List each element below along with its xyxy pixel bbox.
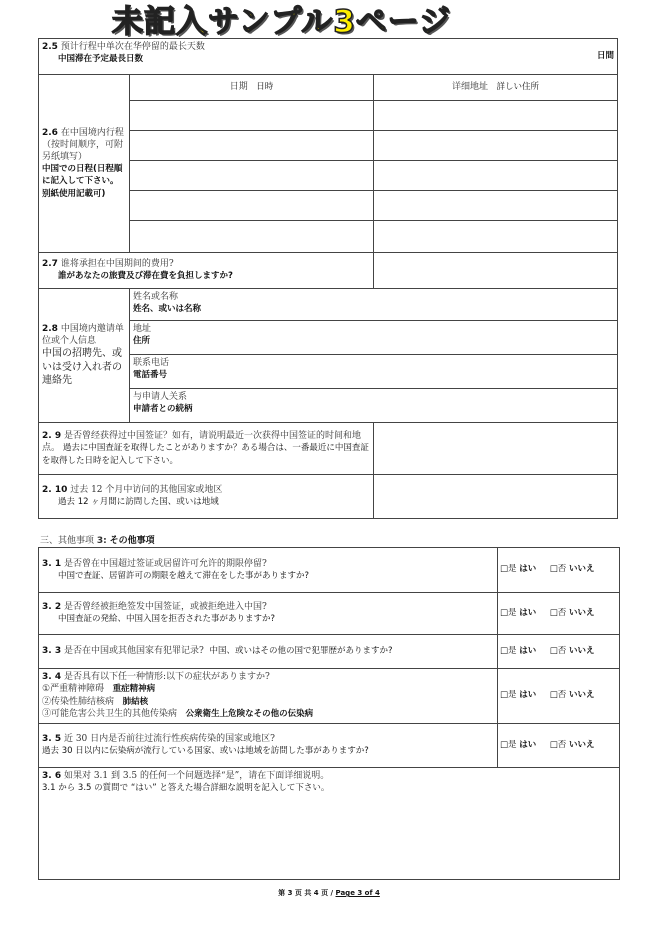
q2-6-date-field[interactable]: [130, 221, 374, 253]
q2-6-question-jp: 中国での日程(日程順に記入して下さい。别紙使用記載可): [42, 164, 123, 199]
section-2-table: [38, 38, 618, 519]
section-3-heading: [40, 535, 155, 547]
q2-10-question-jp: 過去 12 ヶ月間に訪問した国、或いは地域: [58, 497, 219, 508]
q3-4-yes-checkbox[interactable]: [500, 690, 536, 700]
q2-7-answer-field[interactable]: [374, 253, 618, 289]
q3-2-no-checkbox[interactable]: [550, 608, 595, 618]
q3-4-no-checkbox[interactable]: [550, 690, 595, 700]
q2-6-address-field[interactable]: [374, 161, 618, 191]
yes-label-cn: □是: [500, 645, 517, 656]
q2-6-label-cell: [39, 75, 130, 253]
q2-6-date-field[interactable]: [130, 131, 374, 161]
q2-8-label-cell: [39, 289, 130, 423]
q2-6-date-header: [130, 75, 374, 101]
q2-9-question-jp: 過去に中国査証を取得したことがありますか？ある場合は、一番最近に中国査証を取得した日時を記入して下さい。: [42, 443, 369, 466]
q3-3-question-jp: 中国、或いはその他の国で犯罪歴がありますか?: [209, 646, 393, 657]
q2-9-number: 2. 9: [42, 430, 62, 441]
q2-6-address-field[interactable]: [374, 101, 618, 131]
q2-10-cell: [39, 475, 374, 519]
q3-5-question-cn: 近 30 日内是否前往过流行性疾病传染的国家或地区?: [63, 734, 275, 745]
q3-4-number: 3. 4: [42, 672, 62, 683]
q3-4-item3-jp: 公衆衛生上危険なその他の伝染病: [185, 709, 314, 720]
q2-6-address-header-jp: 詳しい住所: [496, 82, 540, 93]
yes-label-cn: □是: [500, 690, 517, 701]
q2-6-date-header-cn: 日期: [229, 82, 248, 93]
q3-3-cell: [39, 635, 498, 669]
q2-6-date-field[interactable]: [130, 101, 374, 131]
q2-5-question-jp: 中国滞在予定最長日数: [58, 54, 144, 65]
section-3-heading-cn: 三、其他事项: [40, 536, 95, 546]
q2-9-answer-field[interactable]: [374, 423, 618, 475]
q3-3-yes-checkbox[interactable]: [500, 646, 536, 656]
q3-1-question-cn: 是否曾在中国超过签证或居留许可允许的期限停留?: [63, 558, 267, 569]
q3-2-number: 3. 2: [42, 602, 62, 613]
q3-4-question: 是否具有以下任一种情形:以下の症状がありますか?: [63, 672, 270, 683]
q3-3-no-checkbox[interactable]: [550, 646, 595, 656]
yes-label-jp: はい: [519, 690, 537, 701]
q2-10-question-cn: 过去 12 个月中访问的其他国家或地区: [70, 485, 223, 496]
q3-4-item1-jp: 重症精神病: [112, 684, 156, 695]
q2-8-name-label-jp: 姓名、或いは名称: [133, 304, 202, 315]
q2-10-number: 2. 10: [42, 485, 68, 496]
q3-2-yes-checkbox[interactable]: [500, 608, 536, 618]
no-label-jp: いいえ: [569, 690, 595, 701]
q3-5-yes-no: [498, 724, 620, 768]
q2-9-cell: [39, 423, 374, 475]
q3-5-cell: [39, 724, 498, 768]
q2-8-address-label-jp: 住所: [133, 336, 151, 347]
q3-4-item3-cn: ③可能危害公共卫生的其他传染病: [42, 709, 178, 720]
q2-8-relation-field[interactable]: [130, 389, 618, 423]
q3-5-question-jp: 過去 30 日以内に伝染病が流行している国家、或いは地域を訪問した事がありますか?: [42, 746, 369, 757]
q2-7-number: 2.7: [42, 259, 58, 270]
q2-9-question-cn: 是否曾经获得过中国签证？如有，请说明最近一次获得中国签证的时间和地点。: [42, 430, 361, 454]
q3-1-question-jp: 中国で査証、居留許可の期限を越えて滞在をした事がありますか?: [58, 570, 310, 581]
q2-8-address-label-cn: 地址: [133, 324, 152, 334]
section-3-heading-jp: その他事項: [109, 536, 155, 546]
sample-banner-title: 未記入サンプル3ページ: [112, 4, 452, 40]
q3-1-yes-no: [498, 548, 620, 593]
no-label-cn: □否: [549, 739, 567, 750]
no-label-cn: □否: [549, 690, 567, 701]
q2-6-address-field[interactable]: [374, 131, 618, 161]
q3-5-yes-checkbox[interactable]: [500, 740, 536, 750]
q3-2-question-cn: 是否曾经被拒绝签发中国签证，或被拒绝进入中国?: [63, 602, 267, 613]
q2-6-date-field[interactable]: [130, 161, 374, 191]
q2-8-question-cn: 中国境内邀请单位或个人信息: [42, 324, 124, 347]
q3-4-item1-cn: ①严重精神障碍: [42, 684, 105, 695]
q2-5-unit: 日間: [596, 50, 614, 61]
no-label-jp: いいえ: [569, 607, 595, 618]
q3-4-item2-jp: 肺結核: [122, 696, 149, 707]
q3-1-number: 3. 1: [42, 558, 62, 569]
q3-3-number: 3. 3: [42, 646, 62, 657]
no-label-cn: □否: [549, 607, 567, 618]
yes-label-cn: □是: [500, 607, 517, 618]
q2-5-answer-field[interactable]: [374, 39, 618, 75]
q3-6-number: 3. 6: [42, 771, 62, 781]
footer-page-cn: 第 3 页 共 4 页: [278, 889, 329, 897]
q2-6-number: 2.6: [42, 127, 58, 138]
q3-4-cell: [39, 669, 498, 724]
q3-3-question-cn: 是否在中国或其他国家有犯罪记录?: [63, 646, 204, 657]
q2-8-question-jp: 中国の招聘先、或いは受け入れ者の連絡先: [42, 348, 122, 387]
section-3-heading-num: 3:: [96, 536, 107, 546]
q3-4-yes-no: [498, 669, 620, 724]
q3-5-number: 3. 5: [42, 734, 62, 745]
q2-8-number: 2.8: [42, 324, 58, 335]
yes-label-jp: はい: [519, 607, 537, 618]
q3-3-yes-no: [498, 635, 620, 669]
q2-8-address-field[interactable]: [130, 321, 618, 355]
q2-8-phone-label-jp: 電話番号: [133, 370, 168, 381]
q3-4-item2-cn: ②传染性肺结核病: [42, 696, 115, 707]
q2-7-cell: [39, 253, 374, 289]
no-label-jp: いいえ: [569, 645, 595, 656]
section-3-table: [38, 547, 620, 880]
q2-7-question-jp: 誰があなたの旅費及び滞在費を負担しますか?: [58, 271, 233, 282]
q3-2-yes-no: [498, 593, 620, 635]
q3-6-question-cn: 如果对 3.1 到 3.5 的任何一个问题选择“是”，请在下面详细说明。: [63, 771, 330, 781]
yes-label-jp: はい: [519, 645, 537, 656]
q3-6-details-field[interactable]: [39, 768, 620, 880]
q2-6-address-header-cn: 详细地址: [451, 82, 488, 93]
q2-10-answer-field[interactable]: [374, 475, 618, 519]
q2-8-name-label-cn: 姓名或名称: [133, 292, 179, 302]
q3-1-no-checkbox[interactable]: [550, 564, 595, 574]
q3-2-question-jp: 中国査証の発給、中国入国を拒否された事がありますか?: [58, 614, 276, 625]
q2-5-question-cn: 预计行程中单次在华停留的最长天数: [60, 42, 205, 52]
yes-label-cn: □是: [500, 564, 517, 575]
q2-6-address-field[interactable]: [374, 191, 618, 221]
no-label-cn: □否: [549, 564, 567, 575]
footer-separator: /: [330, 889, 334, 897]
q2-6-question-cn: 在中国境内行程（按时间顺序，可附另纸填写）: [42, 127, 124, 162]
q2-5-number: 2.5: [42, 42, 58, 52]
yes-label-jp: はい: [519, 739, 537, 750]
yes-label-jp: はい: [519, 564, 537, 575]
q2-5-cell: [39, 39, 374, 75]
q3-1-cell: [39, 548, 498, 593]
q2-6-date-field[interactable]: [130, 191, 374, 221]
q3-1-yes-checkbox[interactable]: [500, 564, 536, 574]
page-footer: [0, 889, 658, 898]
q2-7-question-cn: 谁将承担在中国期间的费用?: [60, 259, 174, 270]
q3-5-no-checkbox[interactable]: [550, 740, 595, 750]
q2-6-address-field[interactable]: [374, 221, 618, 253]
no-label-cn: □否: [549, 645, 567, 656]
q3-2-cell: [39, 593, 498, 635]
no-label-jp: いいえ: [569, 739, 595, 750]
q2-8-name-field[interactable]: [130, 289, 618, 321]
footer-page-en: Page 3 of 4: [335, 889, 380, 897]
q2-8-relation-label-jp: 申請者との続柄: [133, 404, 193, 415]
q2-6-address-header: [374, 75, 618, 101]
q2-6-date-header-jp: 日時: [256, 82, 274, 93]
q2-8-relation-label-cn: 与申请人关系: [133, 392, 188, 402]
yes-label-cn: □是: [500, 739, 517, 750]
q2-8-phone-field[interactable]: [130, 355, 618, 389]
q2-8-phone-label-cn: 联系电话: [133, 358, 170, 368]
no-label-jp: いいえ: [569, 564, 595, 575]
q3-6-question-jp: 3.1 から 3.5 の質問で “はい” と答えた場合詳細な説明を記入して下さい。: [42, 783, 330, 794]
